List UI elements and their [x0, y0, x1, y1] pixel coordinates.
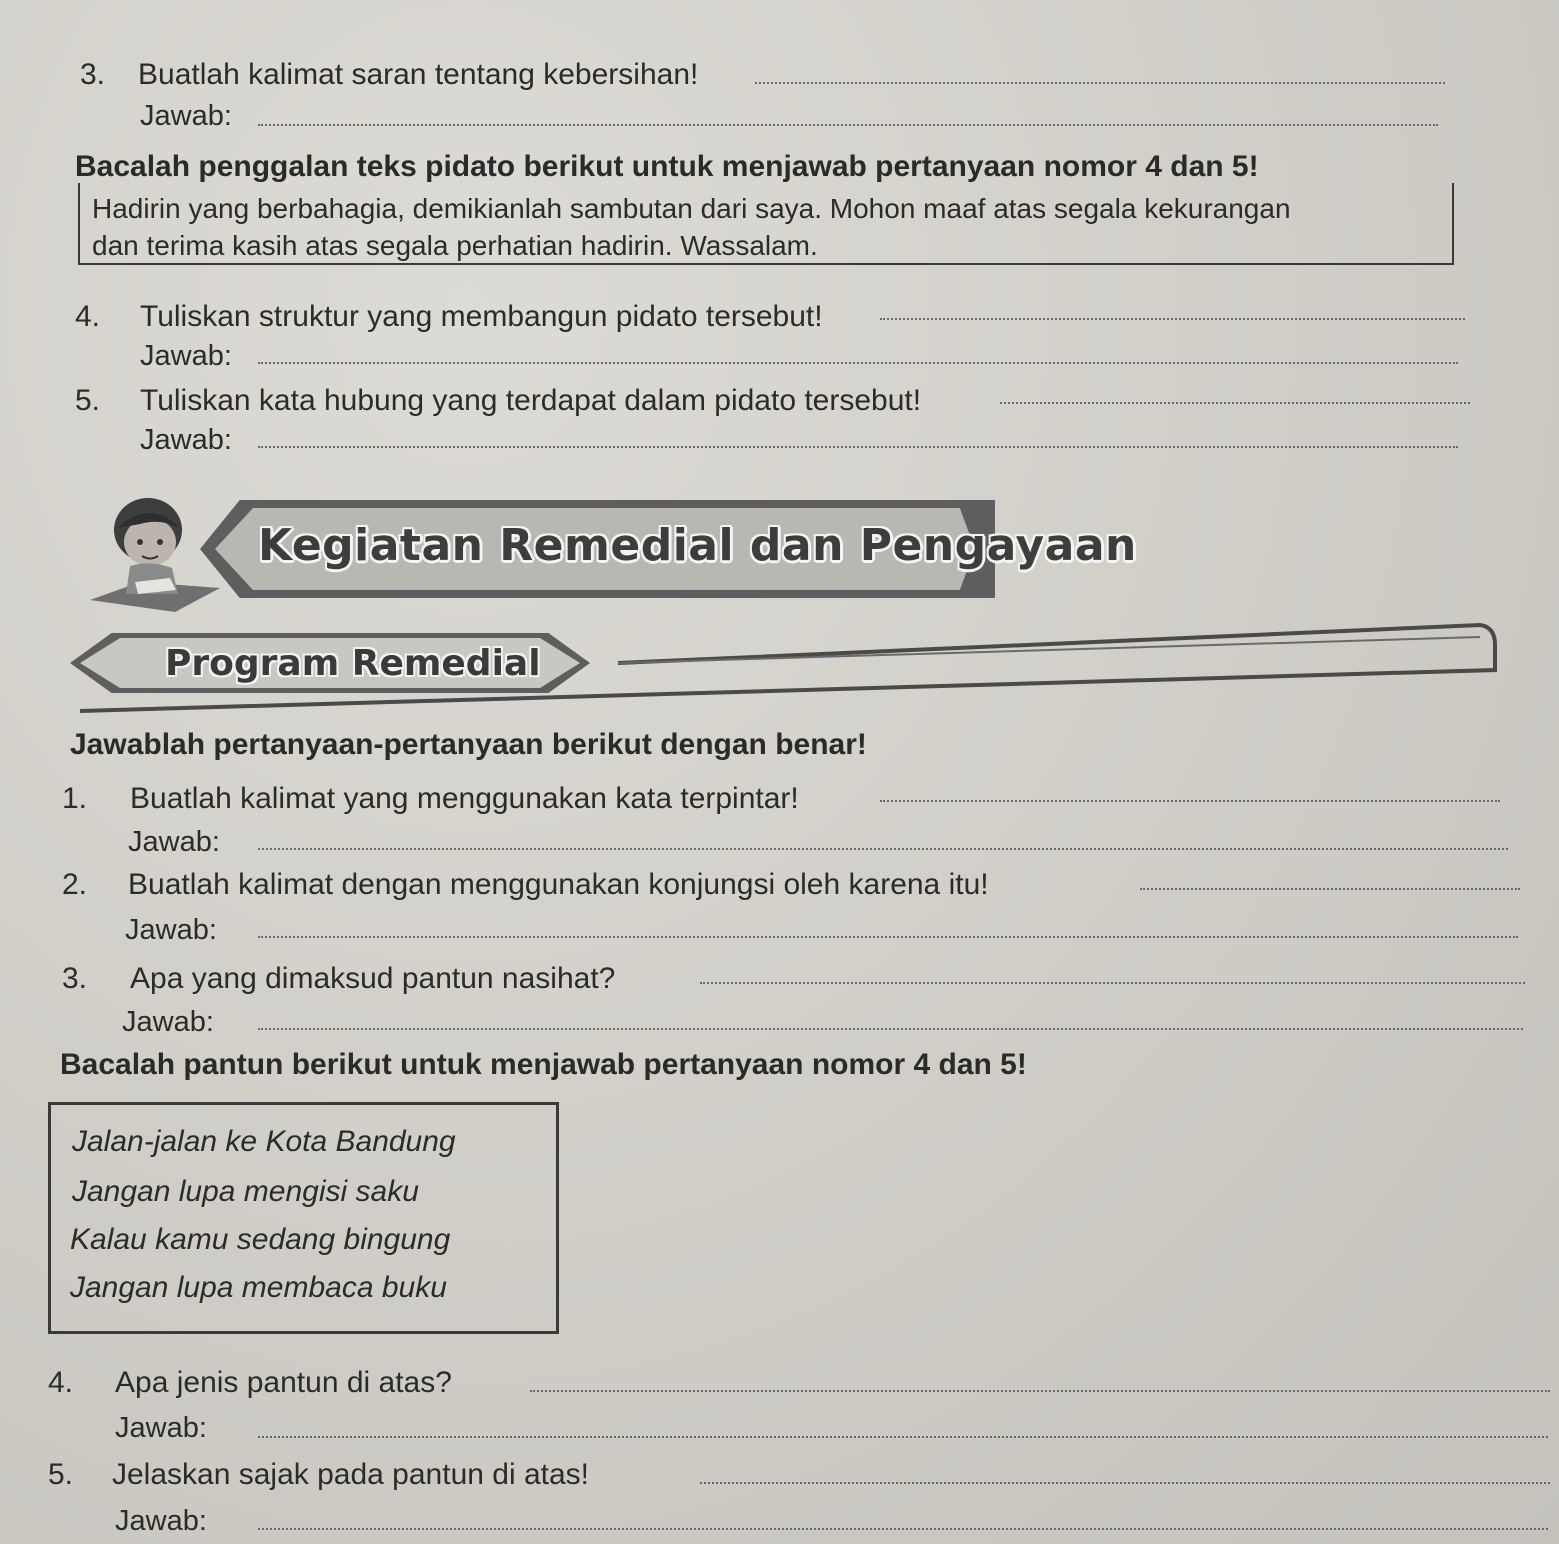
- question-5-text: Tuliskan kata hubung yang terdapat dalam pidato tersebut!: [140, 384, 922, 417]
- remedial-question-4-text: Apa jenis pantun di atas?: [115, 1366, 452, 1399]
- answer-line[interactable]: [258, 1436, 1548, 1438]
- answer-line[interactable]: [258, 1528, 1548, 1530]
- question-3-text: Buatlah kalimat saran tentang kebersihan!: [138, 58, 699, 91]
- remedial-question-2-number: 2.: [62, 868, 88, 901]
- answer-line[interactable]: [700, 982, 1525, 984]
- question-3-number: 3.: [80, 58, 106, 91]
- answer-line[interactable]: [258, 362, 1458, 364]
- answer-line[interactable]: [258, 446, 1458, 448]
- answer-line[interactable]: [258, 936, 1518, 938]
- remedial-question-2-text: Buatlah kalimat dengan menggunakan konjungsi oleh karena itu!: [128, 868, 989, 901]
- answer-line[interactable]: [755, 82, 1445, 84]
- pantun-line-2: Jangan lupa mengisi saku: [72, 1175, 419, 1208]
- question-5-number: 5.: [75, 384, 101, 417]
- remedial-question-1-text: Buatlah kalimat yang menggunakan kata terpintar!: [130, 782, 799, 815]
- question-4-number: 4.: [75, 300, 101, 333]
- banner-title: Kegiatan Remedial dan Pengayaan: [258, 520, 1137, 571]
- remedial-question-4-number: 4.: [48, 1366, 74, 1399]
- remedial-question-3-number: 3.: [62, 962, 88, 995]
- answer-label: Jawab:: [125, 914, 217, 946]
- answer-line[interactable]: [880, 800, 1500, 802]
- answer-label: Jawab:: [115, 1412, 207, 1444]
- answer-line[interactable]: [258, 848, 1508, 850]
- answer-line[interactable]: [880, 318, 1465, 320]
- answer-line[interactable]: [700, 1482, 1550, 1484]
- remedial-instruction: Jawablah pertanyaan-pertanyaan berikut dengan benar!: [70, 728, 867, 761]
- answer-label: Jawab:: [140, 340, 232, 372]
- pantun-line-1: Jalan-jalan ke Kota Bandung: [72, 1125, 456, 1158]
- speech-line-1: Hadirin yang berbahagia, demikianlah sambutan dari saya. Mohon maaf atas segala kekurangan: [92, 193, 1291, 224]
- question-4-text: Tuliskan struktur yang membangun pidato tersebut!: [140, 300, 823, 333]
- answer-label: Jawab:: [140, 100, 232, 132]
- pantun-line-4: Jangan lupa membaca buku: [70, 1271, 447, 1304]
- remedial-question-5-text: Jelaskan sajak pada pantun di atas!: [112, 1458, 589, 1491]
- answer-line[interactable]: [1000, 402, 1470, 404]
- answer-label: Jawab:: [115, 1505, 207, 1537]
- answer-line[interactable]: [530, 1390, 1550, 1392]
- answer-line[interactable]: [258, 1028, 1523, 1030]
- remedial-question-3-text: Apa yang dimaksud pantun nasihat?: [130, 962, 616, 995]
- answer-label: Jawab:: [122, 1006, 214, 1038]
- program-title: Program Remedial: [165, 643, 541, 684]
- pantun-instruction: Bacalah pantun berikut untuk menjawab pertanyaan nomor 4 dan 5!: [60, 1048, 1027, 1081]
- speech-instruction: Bacalah penggalan teks pidato berikut untuk menjawab pertanyaan nomor 4 dan 5!: [75, 150, 1259, 183]
- answer-line[interactable]: [1140, 888, 1520, 890]
- answer-label: Jawab:: [140, 424, 232, 456]
- pantun-line-3: Kalau kamu sedang bingung: [70, 1223, 451, 1256]
- remedial-question-5-number: 5.: [48, 1458, 74, 1491]
- remedial-question-1-number: 1.: [62, 782, 88, 815]
- program-rule: [70, 615, 1500, 720]
- answer-line[interactable]: [258, 124, 1438, 126]
- answer-label: Jawab:: [128, 826, 220, 858]
- speech-line-2: dan terima kasih atas segala perhatian hadirin. Wassalam.: [92, 230, 818, 261]
